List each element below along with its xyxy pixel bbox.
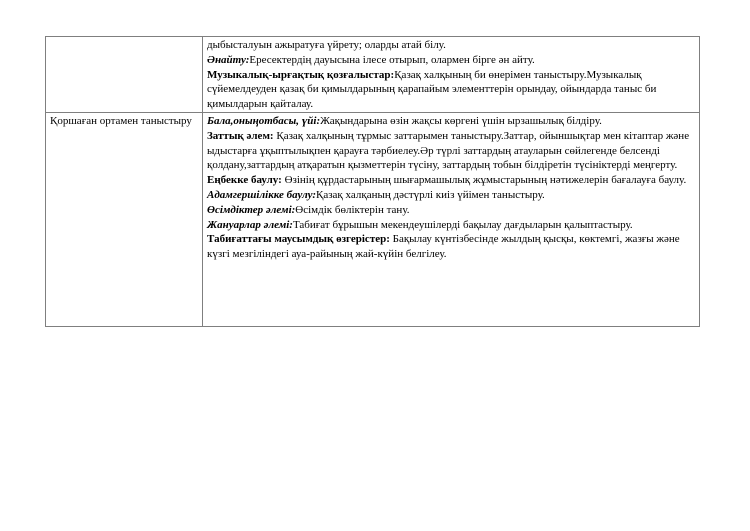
table-row — [46, 37, 700, 113]
subsection-label: Адамгершілікке баулу: — [207, 188, 316, 201]
paragraph-text: Өзінің құрдастарының шығармашылық жұмыстарының нәтижелерін бағалауға баулу. — [281, 174, 687, 187]
subsection-label: Заттық әлем: — [207, 129, 274, 142]
content-paragraph — [207, 232, 695, 262]
subsection-label: Бала,оныңотбасы, үйі: — [207, 114, 321, 127]
paragraph-text: Өсімдік бөліктерін тану. — [295, 203, 410, 216]
content-paragraph — [207, 38, 695, 53]
subsection-label: Жануарлар әлемі: — [207, 218, 293, 231]
content-paragraph — [207, 173, 695, 188]
section-title: Қоршаған ортамен таныстыру — [50, 114, 192, 127]
content-paragraph — [207, 53, 695, 68]
content-cell — [203, 112, 700, 326]
subsection-label: Табиғаттағы маусымдық өзгерістер: — [207, 233, 390, 246]
subsection-label: Әнайту: — [207, 53, 250, 66]
paragraph-text: Қазақ халқаның дәстүрлі киіз үйімен таныстыру. — [315, 188, 545, 201]
content-paragraph — [207, 203, 695, 218]
paragraph-text: Бақылау күнтізбесінде жылдың қысқы, көктемгі, жазғы және күзгі мезгіліндегі ауа-райының жай-күйін белгілеу. — [207, 233, 680, 261]
paragraph-text: Жақындарына өзін жақсы көргені үшін ырзашылық білдіру. — [320, 114, 602, 127]
paragraph-text: Табиғат бұрышын мекендеушілерді бақылау дағдыларын қалыптастыру. — [292, 218, 633, 231]
content-paragraph — [207, 188, 695, 203]
subsection-label: Өсімдіктер әлемі: — [207, 203, 296, 216]
content-paragraph — [207, 218, 695, 233]
paragraph-text: Қазақ халқының би өнерімен таныстыру.Музыкалық сүйемелдеуден қазақ би қимылдарының қарапайым элементтерін орындау, ойындарда таныс би қимылдарын қайталау. — [207, 68, 657, 111]
curriculum-table — [45, 36, 700, 327]
content-cell — [203, 37, 700, 113]
paragraph-text: Қазақ халқының тұрмыс заттарымен таныстыру.Заттар, ойыншықтар мен кітаптар және ыдыстарға ұқыптылықпен қарауға тәрбиелеу.Әр түрлі заттардың атауларын сөйлегенде белсенді қолдану,заттардың атқаратын қызметтерін түсіну, заттардың тобын білдіретін түсініктерді меңгерту. — [207, 129, 690, 172]
content-paragraph — [207, 114, 695, 129]
content-paragraph — [207, 129, 695, 173]
subsection-label: Еңбекке баулу: — [207, 174, 282, 187]
table-row — [46, 112, 700, 326]
content-paragraph — [207, 68, 695, 112]
subsection-label: Музыкалық-ырғақтық қозғалыстар: — [207, 68, 395, 81]
section-cell — [46, 37, 203, 113]
section-cell — [46, 112, 203, 326]
paragraph-text: дыбысталуын ажыратуға үйрету; оларды атай білу. — [207, 39, 446, 51]
paragraph-text: Ересектердің дауысына ілесе отырып, олармен бірге ән айту. — [249, 53, 535, 66]
